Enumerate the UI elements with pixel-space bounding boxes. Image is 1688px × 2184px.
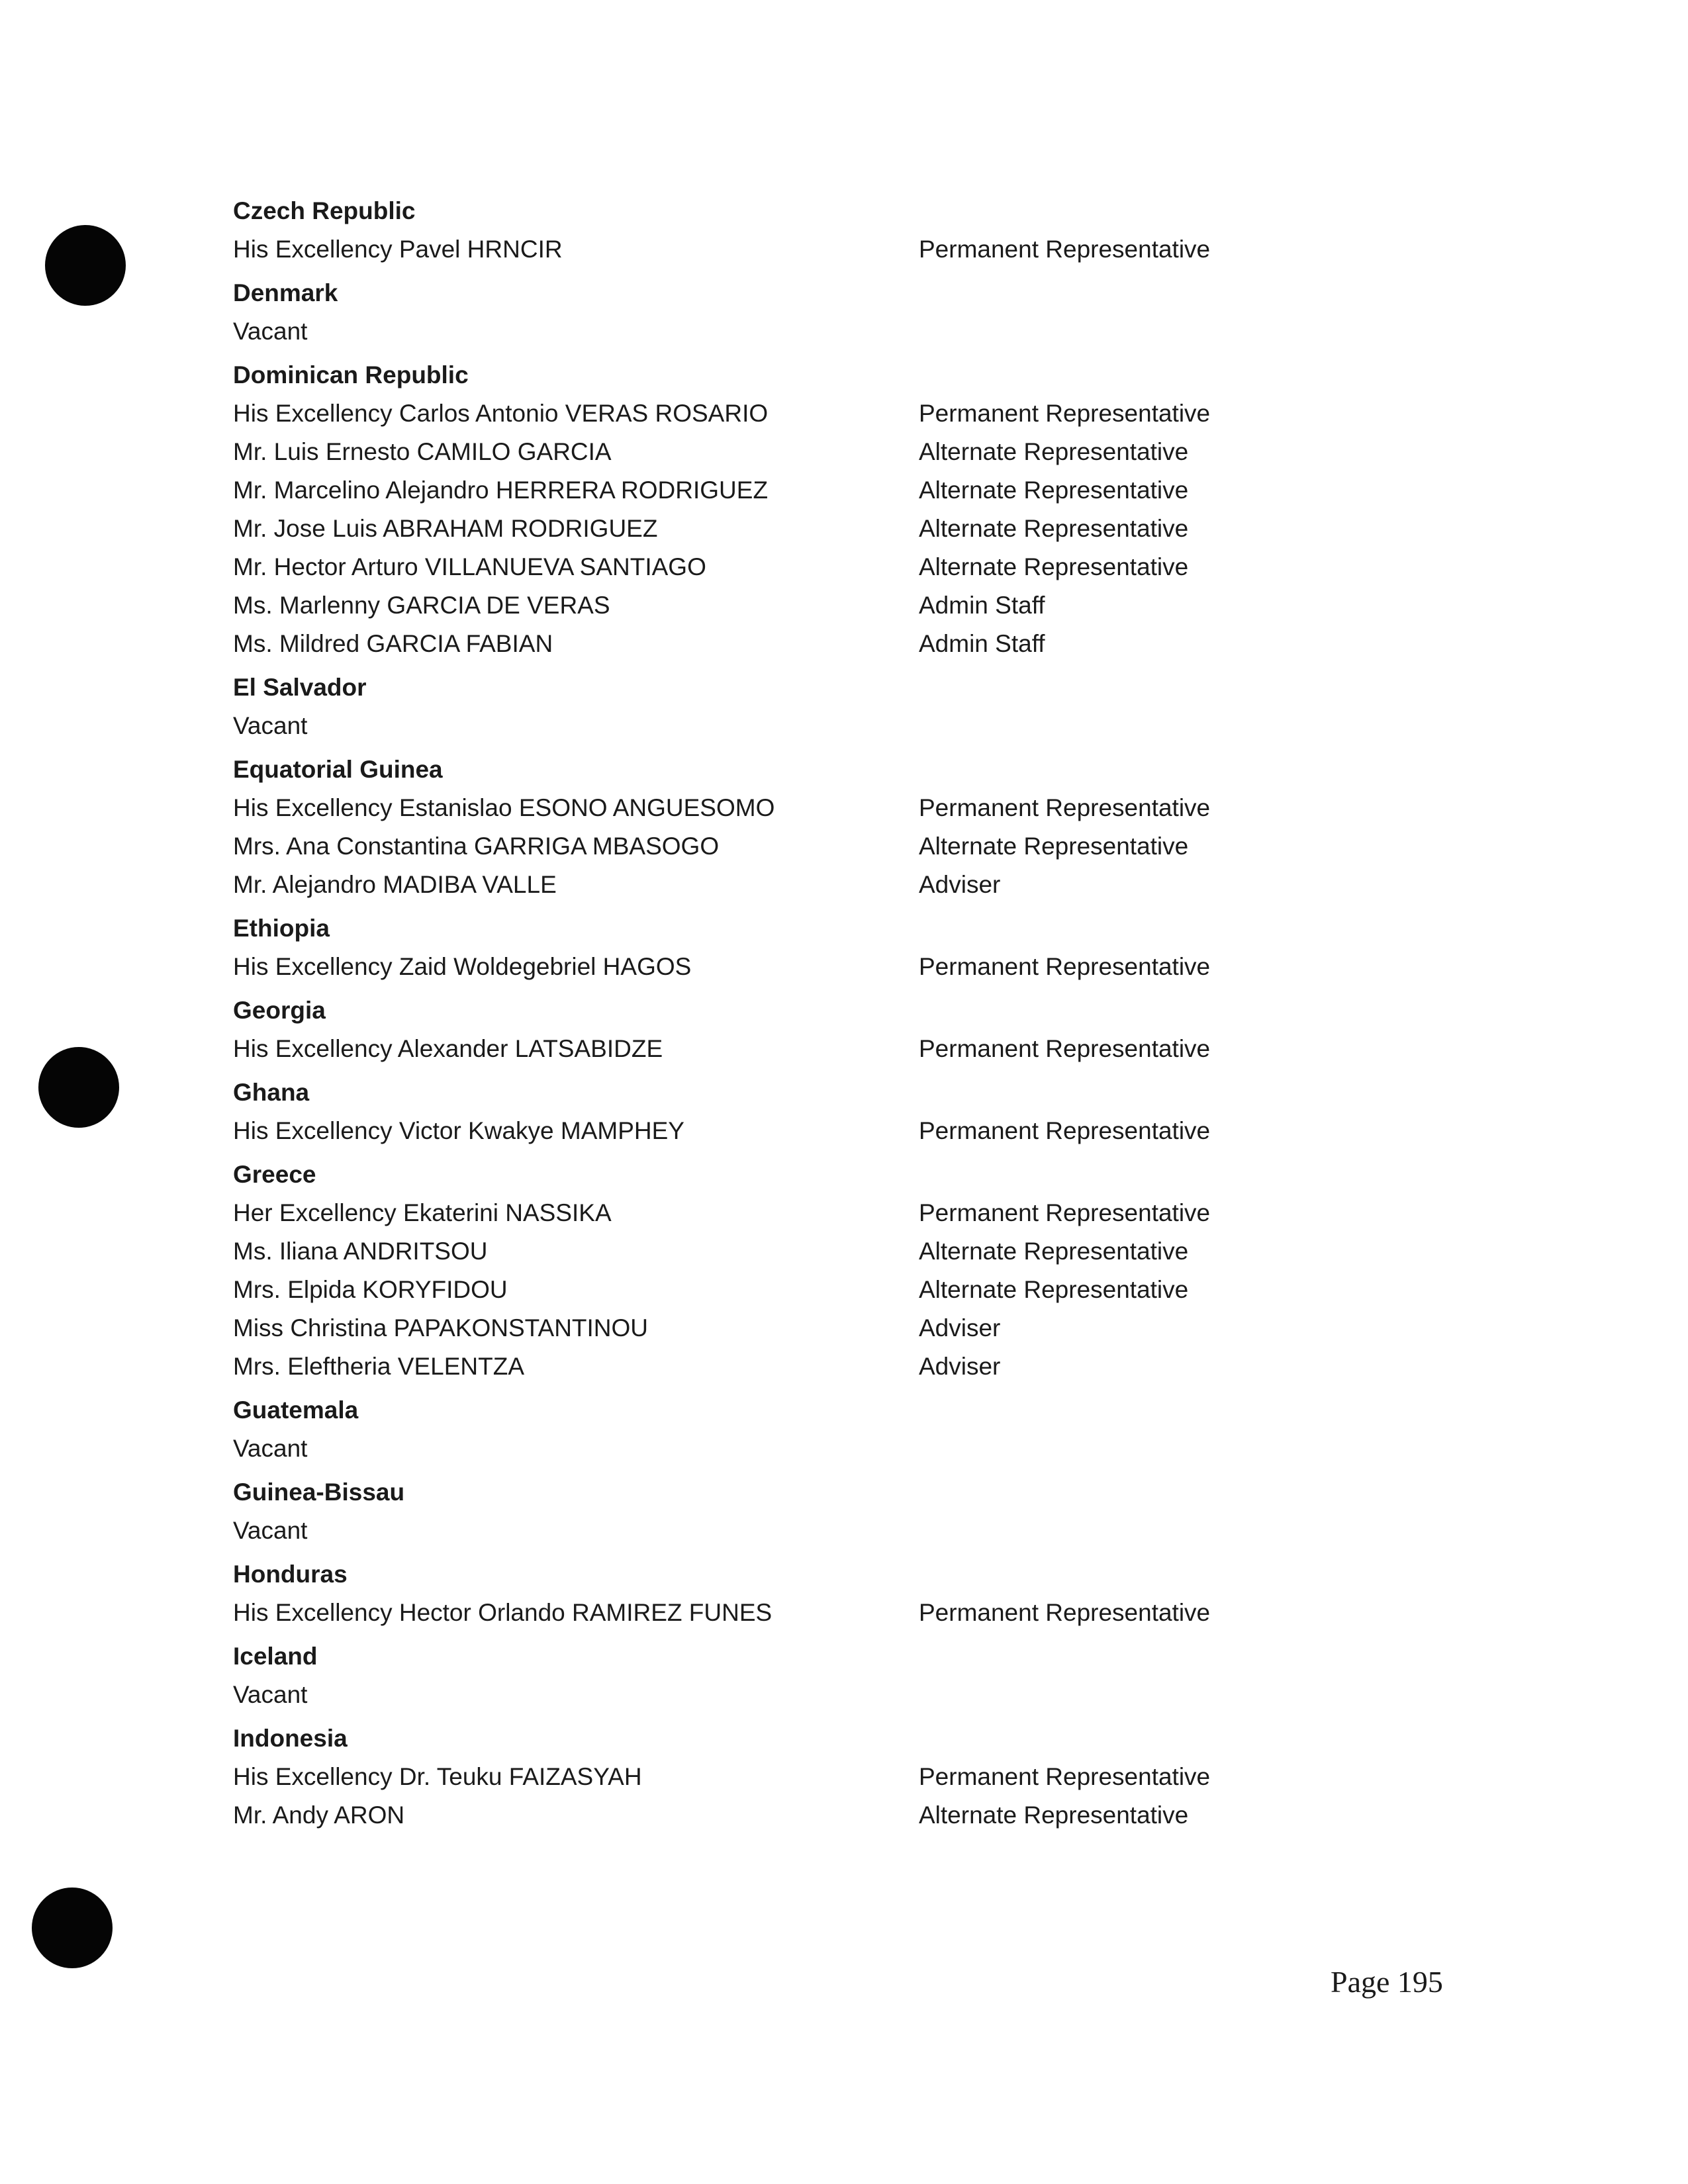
delegate-role: Permanent Representative <box>919 953 1211 980</box>
delegate-name: Miss Christina PAPAKONSTANTINOU <box>233 1314 649 1342</box>
delegate-name: Mr. Alejandro MADIBA VALLE <box>233 871 557 898</box>
country-name: Denmark <box>233 279 338 306</box>
delegate-row <box>233 625 1358 663</box>
delegate-role: Permanent Representative <box>919 236 1211 263</box>
delegate-role: Alternate Representative <box>919 515 1189 542</box>
country-block <box>233 192 1358 269</box>
delegate-name: His Excellency Estanislao ESONO ANGUESOMO <box>233 794 775 821</box>
country-block <box>233 1073 1358 1150</box>
delegate-row <box>233 1512 1358 1550</box>
page-number: Page 195 <box>1331 1965 1443 1999</box>
country-block <box>233 1473 1358 1550</box>
delegate-row <box>233 1594 1358 1632</box>
delegate-row <box>233 230 1358 269</box>
country-block <box>233 909 1358 986</box>
delegate-name: His Excellency Hector Orlando RAMIREZ FUNES <box>233 1599 773 1626</box>
delegate-name: His Excellency Dr. Teuku FAIZASYAH <box>233 1763 642 1790</box>
country-block <box>233 751 1358 904</box>
delegate-row <box>233 866 1358 904</box>
delegate-role: Permanent Representative <box>919 1599 1211 1626</box>
delegate-row <box>233 1758 1358 1796</box>
delegate-name: Mrs. Ana Constantina GARRIGA MBASOGO <box>233 833 720 860</box>
delegate-row <box>233 789 1358 827</box>
delegate-name: Mr. Luis Ernesto CAMILO GARCIA <box>233 438 612 465</box>
country-block <box>233 991 1358 1068</box>
country-block <box>233 1637 1358 1714</box>
country-block <box>233 1156 1358 1386</box>
country-name: Guinea-Bissau <box>233 1479 405 1506</box>
delegate-row <box>233 433 1358 471</box>
delegate-name: His Excellency Victor Kwakye MAMPHEY <box>233 1117 684 1144</box>
delegate-name: Her Excellency Ekaterini NASSIKA <box>233 1199 612 1226</box>
delegate-row <box>233 1676 1358 1714</box>
delegate-row <box>233 948 1358 986</box>
country-name: Greece <box>233 1161 316 1188</box>
delegate-name: His Excellency Alexander LATSABIDZE <box>233 1035 663 1062</box>
country-name: Iceland <box>233 1643 318 1670</box>
delegate-role: Alternate Representative <box>919 1801 1189 1829</box>
country-block <box>233 274 1358 351</box>
delegate-row <box>233 312 1358 351</box>
delegate-role: Permanent Representative <box>919 400 1211 427</box>
delegate-role: Adviser <box>919 871 1001 898</box>
delegate-role: Alternate Representative <box>919 477 1189 504</box>
delegate-row <box>233 471 1358 510</box>
country-name: Georgia <box>233 997 326 1024</box>
delegate-name: Mr. Hector Arturo VILLANUEVA SANTIAGO <box>233 553 706 580</box>
country-block <box>233 1555 1358 1632</box>
delegate-row <box>233 827 1358 866</box>
delegate-name: Ms. Iliana ANDRITSOU <box>233 1238 488 1265</box>
delegate-row <box>233 1309 1358 1347</box>
delegate-row <box>233 394 1358 433</box>
country-name: Guatemala <box>233 1396 359 1424</box>
delegate-role: Adviser <box>919 1353 1001 1380</box>
delegate-row <box>233 1430 1358 1468</box>
delegate-name: Mrs. Eleftheria VELENTZA <box>233 1353 525 1380</box>
delegation-list <box>233 192 1358 1840</box>
delegate-row <box>233 586 1358 625</box>
delegate-row <box>233 1796 1358 1835</box>
country-name: El Salvador <box>233 674 367 701</box>
binder-punch-hole <box>38 1047 119 1128</box>
delegate-role: Permanent Representative <box>919 794 1211 821</box>
delegate-name: Mr. Andy ARON <box>233 1801 405 1829</box>
delegate-name: His Excellency Carlos Antonio VERAS ROSARIO <box>233 400 769 427</box>
delegate-name: Vacant <box>233 1517 308 1544</box>
delegate-row <box>233 1271 1358 1309</box>
delegate-name: His Excellency Pavel HRNCIR <box>233 236 563 263</box>
binder-punch-hole <box>32 1888 113 1968</box>
delegate-role: Permanent Representative <box>919 1199 1211 1226</box>
delegate-role: Alternate Representative <box>919 1276 1189 1303</box>
delegate-name: Ms. Mildred GARCIA FABIAN <box>233 630 553 657</box>
country-block <box>233 1391 1358 1468</box>
delegate-row <box>233 510 1358 548</box>
delegate-row <box>233 1194 1358 1232</box>
delegate-role: Permanent Representative <box>919 1117 1211 1144</box>
binder-punch-hole <box>45 225 126 306</box>
delegate-name: Ms. Marlenny GARCIA DE VERAS <box>233 592 610 619</box>
delegate-name: Vacant <box>233 1681 308 1708</box>
country-name: Czech Republic <box>233 197 416 224</box>
delegate-role: Alternate Representative <box>919 553 1189 580</box>
delegate-role: Permanent Representative <box>919 1035 1211 1062</box>
delegate-role: Admin Staff <box>919 630 1045 657</box>
delegate-name: His Excellency Zaid Woldegebriel HAGOS <box>233 953 692 980</box>
delegate-role: Permanent Representative <box>919 1763 1211 1790</box>
delegate-name: Vacant <box>233 1435 308 1462</box>
country-name: Equatorial Guinea <box>233 756 443 783</box>
country-name: Ethiopia <box>233 915 330 942</box>
delegate-row <box>233 1030 1358 1068</box>
country-name: Ghana <box>233 1079 310 1106</box>
delegate-row <box>233 707 1358 745</box>
delegate-role: Alternate Representative <box>919 833 1189 860</box>
country-name: Indonesia <box>233 1725 348 1752</box>
country-block <box>233 668 1358 745</box>
country-block <box>233 356 1358 663</box>
delegate-role: Alternate Representative <box>919 1238 1189 1265</box>
delegate-row <box>233 1232 1358 1271</box>
delegate-role: Admin Staff <box>919 592 1045 619</box>
country-name: Dominican Republic <box>233 361 469 388</box>
delegate-name: Mr. Marcelino Alejandro HERRERA RODRIGUEZ <box>233 477 769 504</box>
country-block <box>233 1719 1358 1835</box>
delegate-name: Vacant <box>233 712 308 739</box>
delegate-name: Mr. Jose Luis ABRAHAM RODRIGUEZ <box>233 515 658 542</box>
delegate-row <box>233 1112 1358 1150</box>
delegate-row <box>233 1347 1358 1386</box>
delegate-role: Adviser <box>919 1314 1001 1342</box>
country-name: Honduras <box>233 1561 348 1588</box>
delegate-name: Vacant <box>233 318 308 345</box>
delegate-name: Mrs. Elpida KORYFIDOU <box>233 1276 508 1303</box>
delegate-role: Alternate Representative <box>919 438 1189 465</box>
delegate-row <box>233 548 1358 586</box>
